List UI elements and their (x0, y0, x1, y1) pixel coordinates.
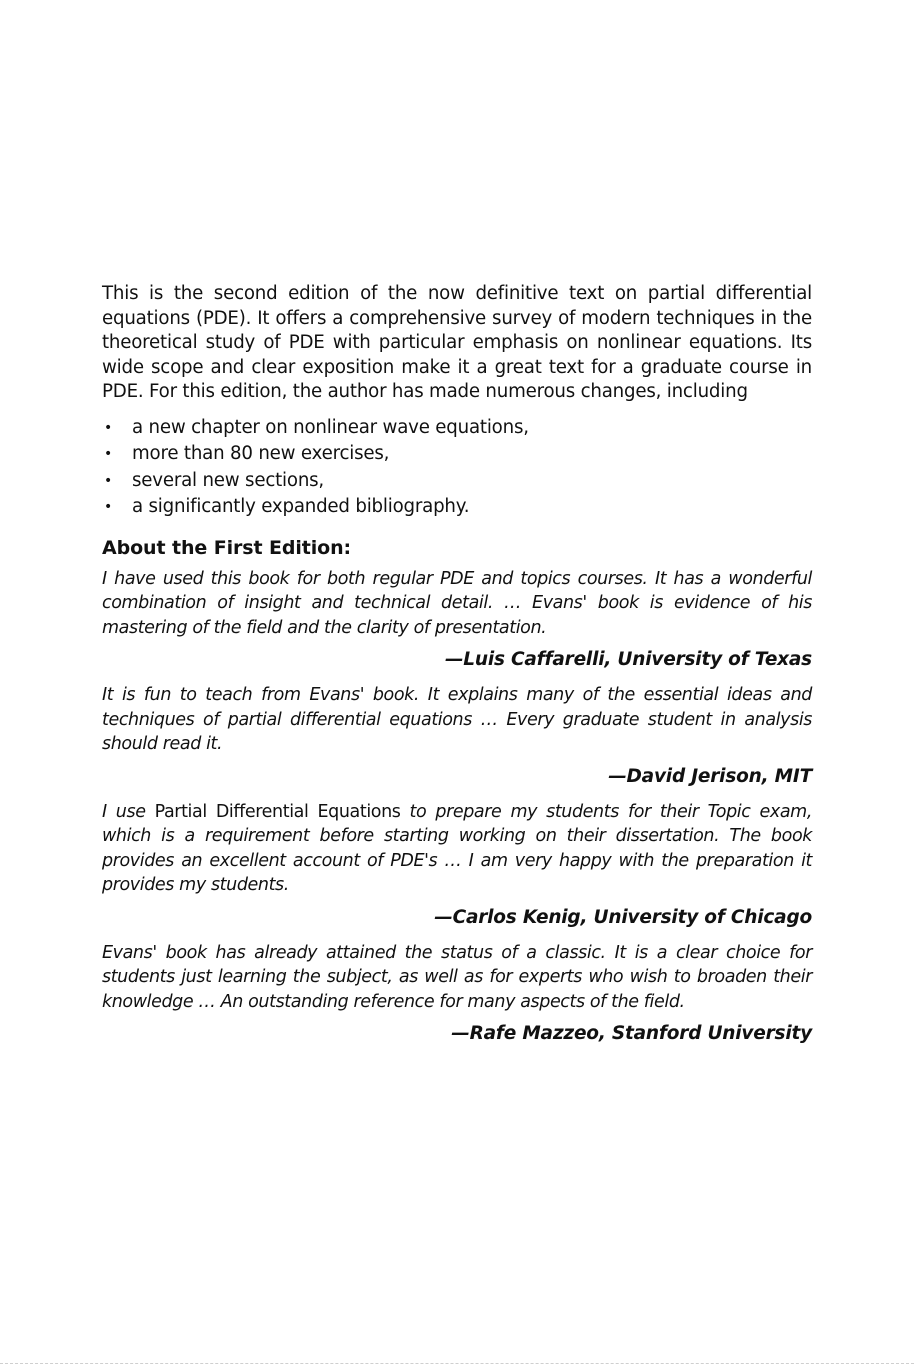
review-attribution-jerison: —David Jerison, MIT (608, 765, 812, 787)
list-item: • a new chapter on nonlinear wave equations, (102, 415, 812, 442)
back-cover-text (102, 282, 812, 1057)
review-attribution-kenig: —Carlos Kenig, University of Chicago (434, 906, 812, 928)
list-item: • more than 80 new exercises, (102, 441, 812, 468)
review-quote-kenig: I use Partial Differential Equations to prepare my students for their Topic exam, which is a requirement before starting working on their dissertation. The book provides an excellent account of PDE's … I am very happy with the preparation it provides my students. (102, 801, 812, 895)
reviews-heading: About the First Edition: (102, 536, 352, 559)
book-title: Partial Differential Equations (154, 801, 401, 822)
intro-paragraph: This is the second edition of the now definitive text on partial differential equations (PDE). It offers a comprehensive survey of modern techniques in the theoretical study of PDE with particular emphasis on nonlinear equations. Its wide scope and clear exposition make it a great text for a graduate course in PDE. For this edition, the author has made numerous changes, including (102, 283, 812, 402)
bullet-icon: • (104, 419, 113, 436)
page-edge-rule (0, 1363, 914, 1364)
review-quote-jerison: It is fun to teach from Evans' book. It explains many of the essential ideas and techniques of partial differential equations … Every graduate student in analysis should read it. (102, 685, 812, 754)
list-item: • a significantly expanded bibliography. (102, 494, 812, 521)
review-quote-mazzeo: Evans' book has already attained the status of a classic. It is a clear choice for students just learning the subject, as well as for experts who wish to broaden their knowledge … An outstanding reference for many aspects of the field. (102, 942, 812, 1012)
review-quote-caffarelli: I have used this book for both regular PDE and topics courses. It has a wonderful combination of insight and technical detail. … Evans' book is evidence of his mastering of the field and the clarity of presentation. (102, 568, 812, 638)
review-attribution-caffarelli: —Luis Caffarelli, University of Texas (444, 649, 812, 670)
list-item: • several new sections, (102, 468, 812, 495)
review-attribution-mazzeo: —Rafe Mazzeo, Stanford University (451, 1023, 812, 1044)
bullet-icon: • (104, 446, 113, 462)
bullet-icon: • (104, 499, 113, 515)
bullet-icon: • (104, 472, 113, 489)
changes-list (102, 415, 812, 521)
